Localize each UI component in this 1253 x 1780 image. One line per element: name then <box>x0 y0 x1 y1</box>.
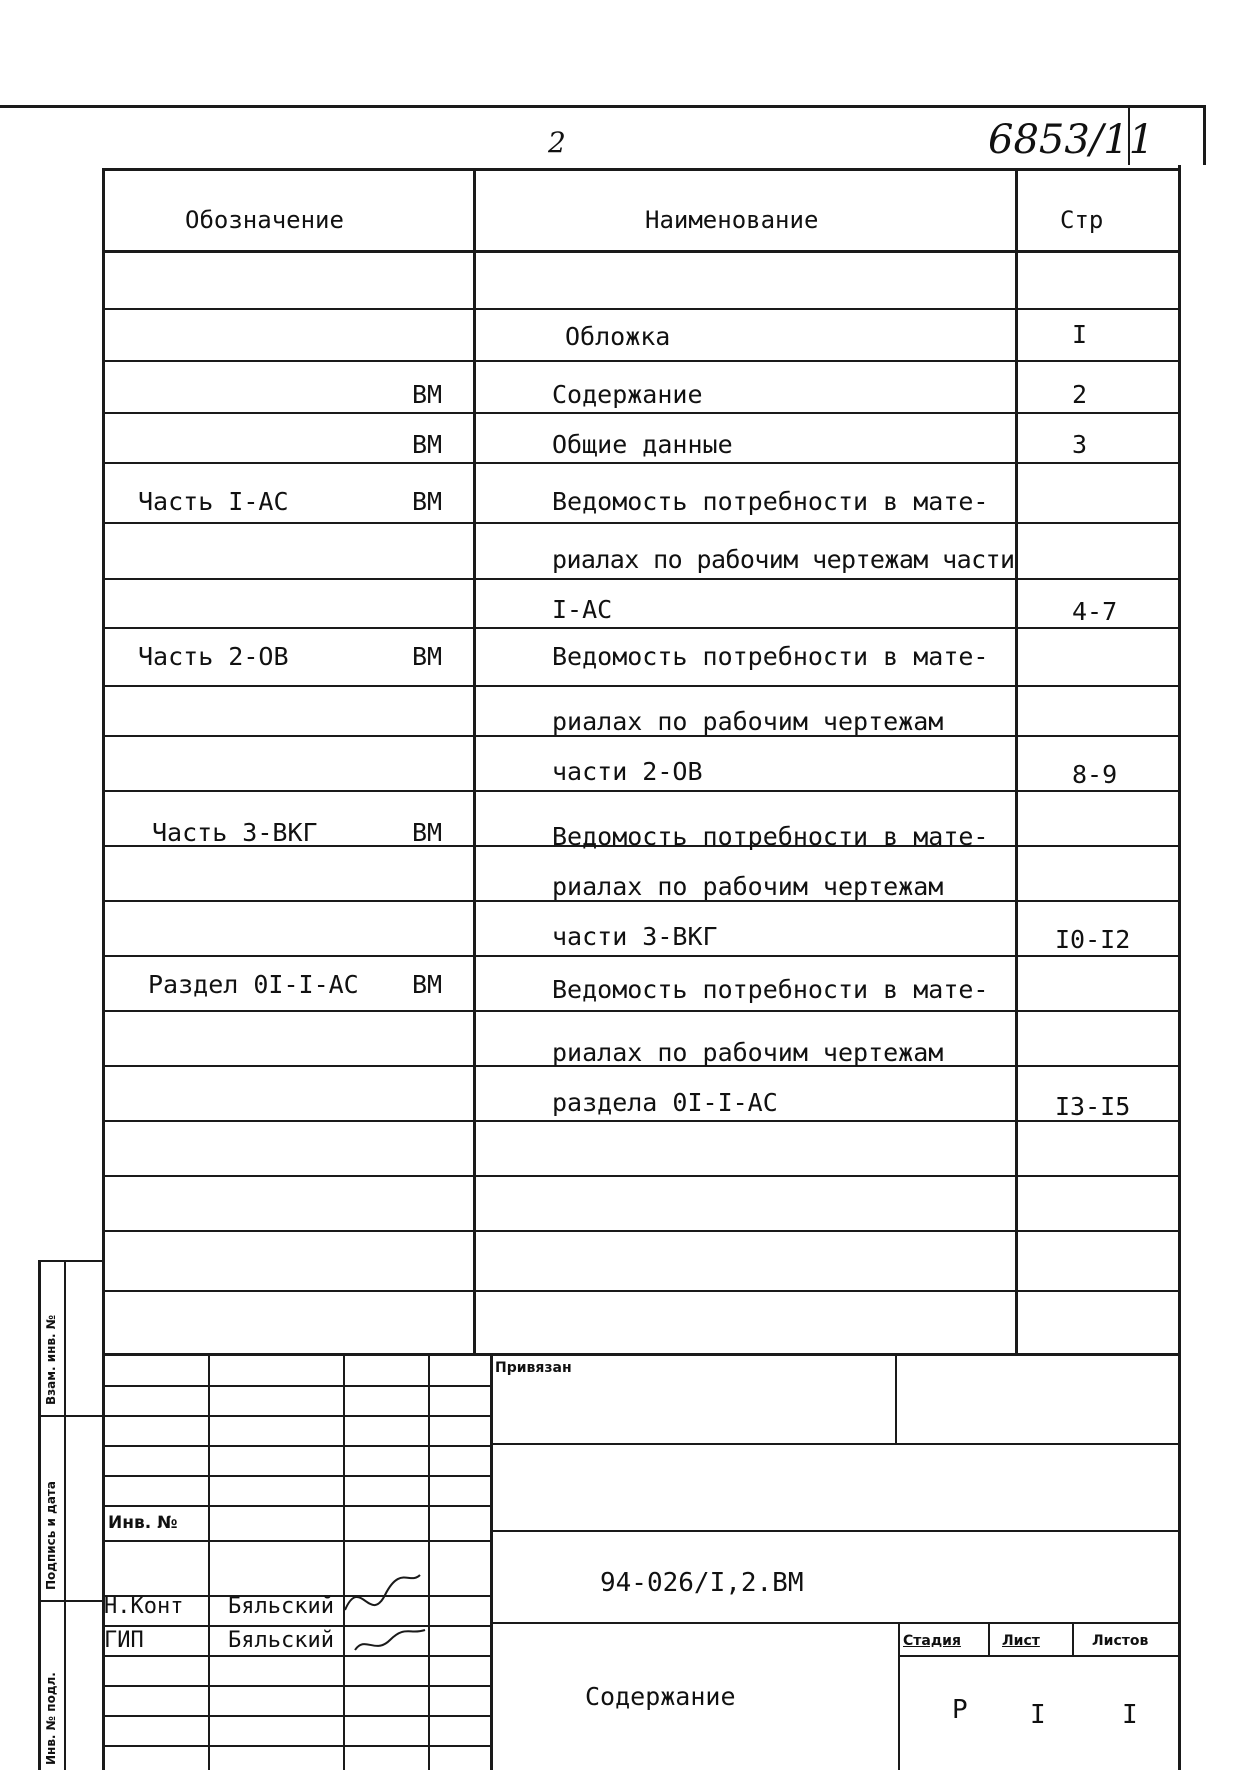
row-page: I3-I5 <box>1055 1092 1131 1121</box>
frame-top-line <box>0 105 1205 108</box>
row-page: 2 <box>1072 380 1088 409</box>
row-name: I-АС <box>552 595 613 624</box>
table-top-line <box>102 168 1180 171</box>
row-line <box>102 412 1178 414</box>
stamp-stage-col <box>1072 1622 1074 1655</box>
stamp-title: Содержание <box>585 1682 736 1711</box>
stamp-stage-value: Р <box>952 1695 968 1725</box>
row-name: риалах по рабочим чертежам части <box>552 545 1015 574</box>
stamp-sheets-value: I <box>1122 1700 1138 1730</box>
document-code: 6853/11 <box>988 117 1155 163</box>
side-strip-line <box>38 1415 102 1417</box>
row-designation: Часть 3-ВКГ <box>152 818 318 847</box>
row-line <box>102 1175 1178 1177</box>
row-line <box>102 685 1178 687</box>
row-line <box>102 627 1178 629</box>
row-line <box>102 1010 1178 1012</box>
frame-right-line <box>1178 165 1181 1770</box>
row-line <box>102 955 1178 957</box>
side-strip-left-line <box>38 1260 41 1770</box>
side-strip-line <box>38 1260 102 1262</box>
stamp-sheet-label: Лист <box>1002 1633 1040 1649</box>
stamp-row-line <box>102 1715 490 1717</box>
row-line <box>102 462 1178 464</box>
row-line <box>102 308 1178 310</box>
row-name: риалах по рабочим чертежам <box>552 872 944 901</box>
stamp-inv-no-label: Инв. № <box>108 1513 178 1533</box>
row-page: I0-I2 <box>1055 925 1131 954</box>
stamp-line <box>490 1622 1178 1624</box>
stamp-sheet-value: I <box>1030 1700 1046 1730</box>
code-box-divider <box>1128 105 1130 165</box>
row-name: Содержание <box>552 380 703 409</box>
stamp-row-line <box>102 1505 490 1507</box>
row-designation: Часть I-АС <box>138 487 289 516</box>
col-header-name: Наименование <box>645 206 819 234</box>
stamp-row-line <box>102 1685 490 1687</box>
row-line <box>102 578 1178 580</box>
header-bottom-line <box>102 250 1180 253</box>
row-name: Общие данные <box>552 430 733 459</box>
side-strip-inner-line <box>64 1260 66 1770</box>
table-left-line <box>102 168 105 1770</box>
stamp-top-line <box>102 1353 1178 1356</box>
side-label-replacement: Взам. инв. № <box>44 1314 58 1405</box>
row-page: 3 <box>1072 430 1088 459</box>
stamp-row-line <box>102 1745 490 1747</box>
col-header-designation: Обозначение <box>185 206 344 234</box>
frame-right-stub <box>1203 105 1206 165</box>
row-code: ВМ <box>412 818 443 847</box>
stamp-row-line <box>102 1385 490 1387</box>
sheet-number: 2 <box>548 126 566 159</box>
row-line <box>102 1120 1178 1122</box>
stamp-privyazan-divider <box>895 1353 897 1443</box>
row-name: части 2-ОВ <box>552 757 703 786</box>
stamp-role-1: Н.Конт <box>104 1594 184 1619</box>
row-page: 8-9 <box>1072 760 1118 789</box>
row-designation: Часть 2-ОВ <box>138 642 289 671</box>
row-name: риалах по рабочим чертежам <box>552 1038 944 1067</box>
stamp-stage-divider <box>898 1622 900 1770</box>
row-line <box>102 1290 1178 1292</box>
stamp-row-line <box>102 1415 490 1417</box>
row-name: раздела 0I-I-АС <box>552 1088 778 1117</box>
row-designation: Раздел 0I-I-АС <box>148 970 359 999</box>
stamp-role-2: ГИП <box>104 1628 144 1653</box>
row-name: Ведомость потребности в мате- <box>552 822 989 851</box>
side-label-inventory: Инв. № подл. <box>44 1672 58 1765</box>
stamp-stage-label: Стадия <box>903 1633 961 1649</box>
stamp-doc-number: 94-026/I,2.ВМ <box>600 1568 804 1598</box>
stamp-name-1: Бяльский <box>228 1594 334 1619</box>
stamp-row-line <box>102 1445 490 1447</box>
stamp-line <box>490 1530 1178 1532</box>
row-page: I <box>1072 320 1088 349</box>
row-name: части 3-ВКГ <box>552 922 718 951</box>
col-header-page: Стр <box>1060 206 1104 234</box>
row-line <box>102 360 1178 362</box>
row-page: 4-7 <box>1072 597 1118 626</box>
row-code: ВМ <box>412 642 443 671</box>
stamp-privyazan-label: Привязан <box>495 1360 572 1376</box>
row-line <box>102 1230 1178 1232</box>
signature-strokes <box>340 1565 430 1665</box>
stamp-stage-header-line <box>898 1655 1178 1657</box>
stamp-name-2: Бяльский <box>228 1628 334 1653</box>
stamp-line <box>490 1443 1178 1445</box>
row-code: ВМ <box>412 380 443 409</box>
row-name: Ведомость потребности в мате- <box>552 975 989 1004</box>
row-name: Ведомость потребности в мате- <box>552 642 989 671</box>
row-name: риалах по рабочим чертежам <box>552 707 944 736</box>
stamp-row-line <box>102 1475 490 1477</box>
row-code: ВМ <box>412 430 443 459</box>
stamp-stage-col <box>988 1622 990 1655</box>
stamp-row-line <box>102 1540 490 1542</box>
row-name: Обложка <box>565 322 671 351</box>
stamp-sheets-label: Листов <box>1092 1633 1149 1649</box>
stamp-main-divider <box>490 1353 493 1770</box>
row-code: ВМ <box>412 487 443 516</box>
side-strip-line <box>38 1600 102 1602</box>
row-name: Ведомость потребности в мате- <box>552 487 989 516</box>
row-line <box>102 790 1178 792</box>
row-code: ВМ <box>412 970 443 999</box>
side-label-signature: Подпись и дата <box>44 1481 58 1590</box>
row-line <box>102 522 1178 524</box>
